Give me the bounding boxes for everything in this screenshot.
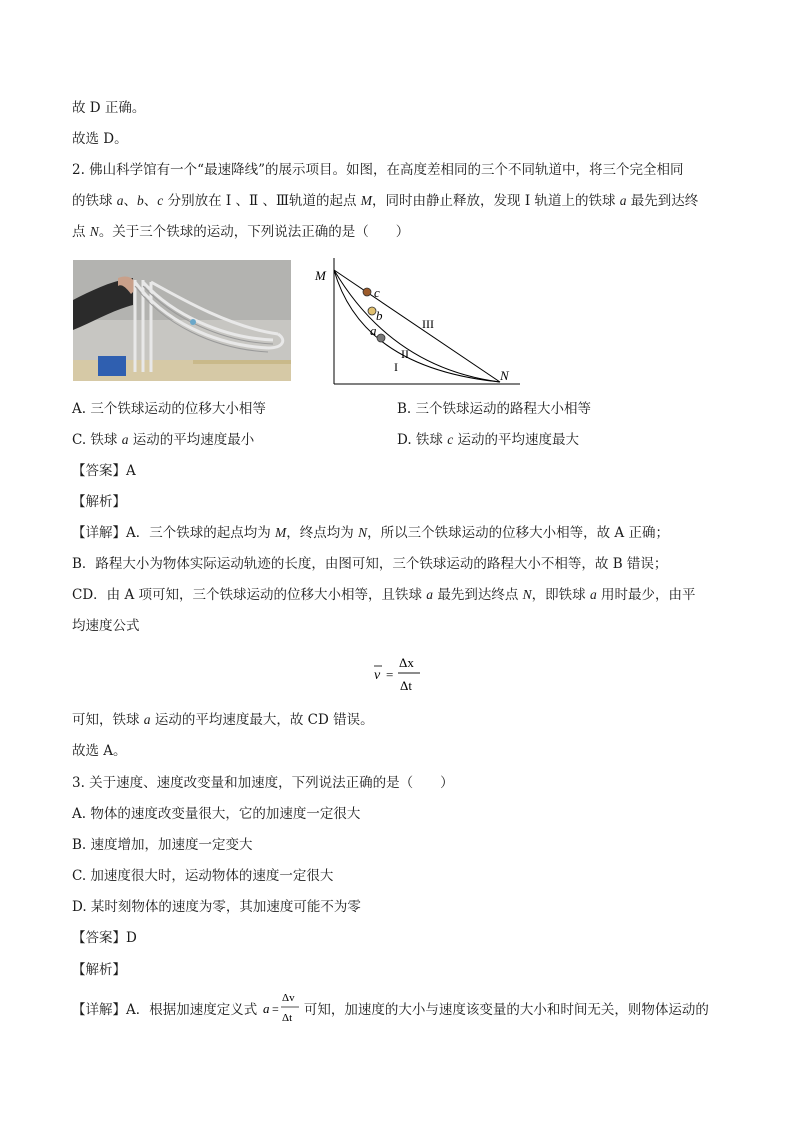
- ball-a: [377, 334, 385, 342]
- math-variable: a: [589, 587, 597, 602]
- accel-formula-denominator: Δt: [281, 1012, 292, 1024]
- q3-option-a[interactable]: A. 物体的速度改变量很大，它的加速度一定很大: [72, 806, 361, 822]
- math-variable: N: [358, 525, 368, 540]
- q3-option-b[interactable]: B. 速度增加，加速度一定变大: [72, 837, 253, 853]
- math-variable: a: [121, 432, 129, 447]
- label-I: I: [394, 360, 398, 374]
- math-variable: N: [522, 587, 532, 602]
- q2-option-d[interactable]: D. 铁球 c 运动的平均速度最大: [397, 432, 580, 448]
- math-variable: b: [137, 193, 144, 208]
- label-b: b: [376, 308, 383, 323]
- formula-denominator: Δt: [400, 678, 412, 693]
- math-variable: c: [157, 193, 164, 208]
- q2-answer: [72, 461, 136, 481]
- q2-after-line-2: 故选 A。: [72, 743, 127, 759]
- label-II: II: [401, 347, 409, 361]
- answer-value: D: [126, 930, 137, 946]
- q2-detail-line-4: 均速度公式: [72, 618, 140, 634]
- math-variable: M: [360, 193, 373, 208]
- q2-detail-line-1: 【详解】A．三个铁球的起点均为 M，终点均为 N，所以三个铁球运动的位移大小相等，故 A 正确；: [72, 525, 669, 541]
- q3-detail-pre: 【详解】A．根据加速度定义式: [72, 1002, 258, 1018]
- label-a: a: [370, 323, 377, 338]
- answer-tag: 【答案】: [72, 463, 126, 479]
- q3-detail-post: 可知，加速度的大小与速度该变量的大小和时间无关，则物体运动的: [303, 1002, 709, 1018]
- label-III: III: [422, 317, 434, 331]
- q3-option-c[interactable]: C. 加速度很大时，运动物体的速度一定很大: [72, 868, 334, 884]
- label-M: M: [315, 268, 326, 283]
- math-variable: a: [426, 587, 434, 602]
- q3-analysis-tag: 【解析】: [72, 962, 126, 978]
- q2-stem-line-1: 2. 佛山科学馆有一个“最速降线”的展示项目。如图，在高度差相同的三个不同轨道中，将三个完全相同: [72, 162, 684, 178]
- q3-detail-line: [72, 988, 709, 1028]
- formula-lhs: v: [374, 668, 381, 683]
- q3-option-d[interactable]: D. 某时刻物体的速度为零，其加速度可能不为零: [72, 899, 361, 915]
- q3-stem: 3. 关于速度、速度改变量和加速度，下列说法正确的是（ ）: [72, 775, 454, 791]
- math-variable: a: [143, 712, 151, 727]
- q2-detail-line-3: CD．由 A 项可知，三个铁球运动的位移大小相等，且铁球 a 最先到达终点 N，即铁球 a 用时最少，由平: [72, 587, 696, 603]
- q2-option-a[interactable]: A. 三个铁球运动的位移大小相等: [72, 401, 266, 417]
- exhibit-photo: [73, 260, 291, 381]
- q2-stem-line-2: 的铁球 a、b、c 分别放在 Ⅰ 、Ⅱ 、Ⅲ轨道的起点 M，同时由静止释放，发现 Ⅰ 轨道上的铁球 a 最先到达终: [72, 193, 699, 209]
- avg-velocity-formula: [370, 652, 430, 696]
- q2-detail-line-2: B．路程大小为物体实际运动轨迹的长度，由图可知，三个铁球运动的路程大小不相等，故 B 错误；: [72, 556, 668, 572]
- track-diagram: [312, 258, 522, 388]
- svg-text:=: =: [271, 1002, 279, 1016]
- math-variable: a: [619, 193, 627, 208]
- svg-text:=: =: [386, 667, 394, 682]
- q2-option-b[interactable]: B. 三个铁球运动的路程大小相等: [397, 401, 592, 417]
- ball-b: [368, 307, 376, 315]
- q2-stem-line-3: 点 N。关于三个铁球的运动，下列说法正确的是（ ）: [72, 224, 410, 240]
- accel-formula-numerator: Δv: [281, 992, 295, 1004]
- q2-option-c[interactable]: C. 铁球 a 运动的平均速度最小: [72, 432, 255, 448]
- answer-value: A: [126, 463, 136, 479]
- accel-formula-lhs: a: [262, 1001, 270, 1016]
- q3-answer: [72, 928, 137, 948]
- formula-numerator: Δx: [399, 655, 414, 670]
- math-variable: c: [447, 432, 454, 447]
- math-variable: a: [116, 193, 124, 208]
- math-variable: M: [275, 525, 287, 540]
- q2-analysis-tag: 【解析】: [72, 494, 126, 510]
- q2-after-line-1: 可知，铁球 a 运动的平均速度最大，故 CD 错误。: [72, 712, 374, 728]
- math-variable: N: [89, 224, 99, 239]
- prev-line-1: 故 D 正确。: [72, 100, 146, 116]
- prev-line-2: 故选 D。: [72, 131, 128, 147]
- label-N: N: [500, 368, 509, 383]
- accel-formula: [262, 988, 300, 1028]
- ball-c: [363, 288, 371, 296]
- label-c: c: [374, 285, 380, 300]
- answer-tag: 【答案】: [72, 930, 126, 946]
